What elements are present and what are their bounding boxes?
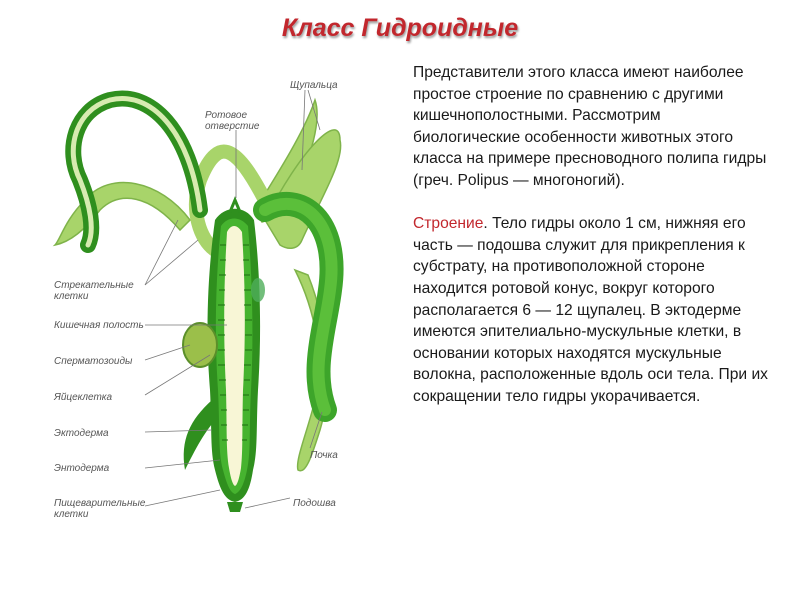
label-endoderm: Энтодерма — [54, 463, 110, 474]
label-sperm: Сперматозоиды — [54, 356, 133, 367]
structure-label: Строение — [413, 215, 484, 233]
hydra-sperm-gonad — [251, 278, 265, 302]
hydra-sole — [227, 502, 243, 512]
label-egg: Яйцеклетка — [54, 392, 113, 403]
label-ectoderm: Эктодерма — [54, 428, 109, 439]
structure-body: . Тело гидры около 1 см, нижняя его часть — подошва служит для прикрепления к субстрату, на противоположной стороне находится ротовой конус, вокруг которого располагается 6 — 12 щупалец. В эктодерме имеются эпителиально-мускульные клетки, в основании которых находятся мускульные волокна, расположенные вдоль оси тела. При их сокращении тело гидры укорачивается. — [413, 215, 768, 405]
hydra-egg-gonad — [183, 323, 217, 367]
slide-title: Класс Гидроидные — [281, 14, 519, 42]
description-text — [413, 62, 770, 408]
label-digestive-cells: Пищеварительные клетки — [54, 498, 146, 520]
intro-paragraph: Представители этого класса имеют наиболее простое строение по сравнению с другими кишечнополостными. Рассмотрим биологические особенности животных этого класса на примере пресноводного полипа гидры (греч. Polipus — многоногий). — [413, 64, 767, 189]
label-mouth: Ротовое отверстие — [205, 110, 260, 132]
label-stinging-cells: Стрекательные клетки — [54, 280, 134, 302]
hydra-gut-cavity — [224, 226, 245, 486]
label-sole: Подошва — [293, 498, 336, 509]
hydra-figure — [40, 70, 400, 570]
label-gut-cavity: Кишечная полость — [54, 320, 144, 331]
label-bud: Почка — [310, 450, 338, 461]
label-tentacles: Щупальца — [290, 80, 338, 91]
structure-paragraph — [413, 213, 770, 407]
